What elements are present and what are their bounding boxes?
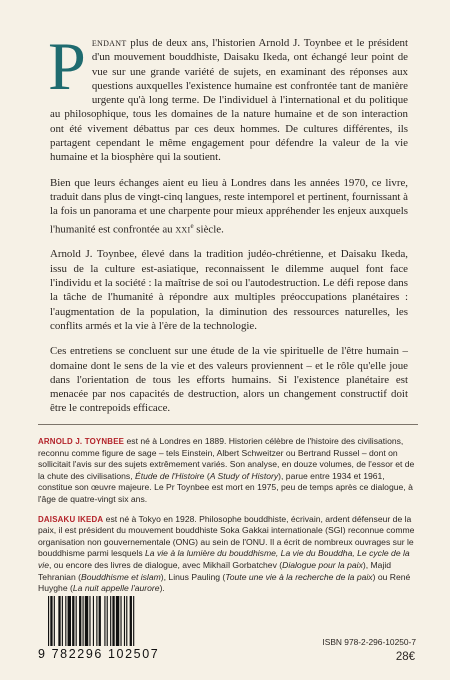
- barcode-bar: [85, 596, 88, 646]
- barcode-bar: [54, 596, 55, 646]
- barcode-bar: [76, 596, 77, 646]
- barcode-bar: [79, 596, 81, 646]
- author-name-toynbee: ARNOLD J. TOYNBEE: [38, 437, 125, 446]
- blurb-paragraph-1: [48, 28, 408, 165]
- bio-ikeda-text-3: ), Majid Tehranian (: [38, 559, 392, 582]
- lead-in-word: endant: [91, 37, 127, 49]
- bio-toynbee-title-2: A Study of History: [209, 470, 279, 481]
- barcode-bar: [65, 596, 66, 646]
- barcode-bar: [99, 596, 101, 646]
- drop-cap: P: [48, 28, 86, 104]
- barcode-bar: [50, 596, 52, 646]
- barcode-bar: [83, 596, 84, 646]
- bio-ikeda: [38, 514, 418, 595]
- bio-ikeda-text-2: , ou encore des livres de dialogue, avec Mikhaïl Gorbatchev (: [49, 559, 283, 570]
- bio-ikeda-title-5: La nuit appelle l'aurore: [72, 583, 160, 594]
- barcode: [38, 594, 178, 664]
- barcode-bars: [48, 596, 168, 646]
- barcode-bar: [126, 596, 127, 646]
- author-name-ikeda: DAISAKU IKEDA: [38, 514, 104, 524]
- paragraph-1-text: plus de deux ans, l'historien Arnold J. Toynbee et le président d'un mouvement bouddhiste, Daisaku Ikeda, ont échangé leur point de vue sur une grande variété de sujets, en examinant des réponses aux questions auxquelles l'existence humaine est confrontée tant de manière urgente qu'à long terme. De l'individuel à l'international et du politique au philosophique, tous les domaines de la nature humaine et de son interaction ont été vivement débattus par ces deux hommes. De cultures différentes, ils partagent cependant le même engagement pour défendre la valeur de la vie humaine et la biosphère qui la soutient.: [50, 37, 408, 164]
- bio-ikeda-title-3: Bouddhisme et islam: [81, 571, 161, 582]
- century-numeral: xxi: [175, 223, 191, 236]
- barcode-bar: [93, 596, 94, 646]
- barcode-bar: [96, 596, 97, 646]
- divider-rule: [38, 424, 418, 425]
- barcode-digits: 9 782296 102507: [38, 647, 160, 661]
- bio-toynbee-title-1: Étude de l'Histoire: [134, 470, 205, 481]
- barcode-bar: [110, 596, 111, 646]
- barcode-bar: [58, 596, 60, 646]
- blurb-paragraph-3: Arnold J. Toynbee, élevé dans la tradition judéo-chrétienne, et Daisaku Ikeda, issu de la culture est-asiatique, reconnaissent le dilemme auquel font face l'individu et la société : la maîtrise de soi ou l'autodestruction. Le défi repose dans la tâche de l'humanité à répondre aux multiples préoccupations planétaires : l'augmentation de la population, la diminution des ressources naturelles, les conflits armés et la vie à l'ère de la technologie.: [50, 248, 408, 332]
- barcode-bar: [112, 596, 114, 646]
- barcode-bar: [133, 596, 134, 646]
- barcode-bar: [89, 596, 90, 646]
- bio-ikeda-text-1: est né à Tokyo en 1928. Philosophe bouddhiste, écrivain, ardent défenseur de la paix, il est président du mouvement bouddhiste Soka Gakkai internationale (SGI) reconnue comme organisation non gouvernementale (ONG) au sein de l'ONU. Il a écrit de nombreux ouvrages sur le bouddhisme parmi lesquels: [38, 513, 415, 559]
- author-bios: [38, 436, 418, 603]
- blurb-paragraph-4: Ces entretiens se concluent sur une étude de la vie spirituelle de l'être humain – domaine dont le sens de la vie et des valeurs proviennent – et le rôle qu'elle joue dans l'orientation de tous les efforts humains. Si l'existence planétaire est menacée par nos capacités de destruction, alors un changement constructif doit être le contrepoids efficace.: [50, 345, 408, 415]
- blurb-paragraph-2: [50, 176, 408, 237]
- bio-toynbee-text-1: est né à Londres en 1889. Historien célèbre de l'histoire des civilisations, reconnu comme figure de sage – tels Einstein, Albert Schweitzer ou Bertrand Russel – dont on sollicitait l'avis sur des sujets extrêmement variés. Son analyse, en douze volumes, de l'essor et de la chute des civilisations,: [38, 436, 415, 481]
- barcode-bar: [62, 596, 63, 646]
- blurb-text: [48, 28, 408, 427]
- barcode-bar: [107, 596, 108, 646]
- barcode-bar: [68, 596, 71, 646]
- bio-ikeda-text-6: ).: [159, 583, 165, 594]
- isbn-label: ISBN 978-2-296-10250-7: [322, 637, 416, 647]
- bio-ikeda-title-1: La vie à la lumière du bouddhisme, La vie du Bouddha, Le cycle de la vie: [38, 548, 410, 570]
- barcode-bar: [130, 596, 132, 646]
- barcode-bar: [116, 596, 119, 646]
- barcode-bar: [48, 596, 49, 646]
- century-superscript: e: [190, 221, 194, 230]
- bio-toynbee-text-3: ), parue entre 1934 et 1961, constitue son œuvre majeure. Le Pr Toynbee est mort en 1975, peu de temps après ce dialogue, à l'âge de quatre-vingt six ans.: [38, 470, 413, 504]
- bio-ikeda-text-4: ), Linus Pauling (: [160, 571, 226, 582]
- paragraph-2-end: siècle.: [193, 223, 224, 236]
- barcode-bar: [120, 596, 121, 646]
- barcode-bar: [104, 596, 105, 646]
- bio-ikeda-text-5: ) ou René Huyghe (: [38, 571, 411, 594]
- barcode-bar: [124, 596, 125, 646]
- price-label: 28€: [395, 651, 415, 663]
- bio-ikeda-title-4: Toute une vie à la recherche de la paix: [225, 571, 373, 582]
- bio-toynbee: [38, 436, 418, 506]
- bio-toynbee-text-2: (: [204, 470, 210, 481]
- barcode-bar: [72, 596, 74, 646]
- bio-ikeda-title-2: Dialogue pour la paix: [282, 559, 363, 570]
- paragraph-2-text: Bien que leurs échanges aient eu lieu à Londres dans les années 1970, ce livre, traduit dans plus de vingt-cinq langues, reste intemporel et pertinent, fournissant à la fois un panorama et une charpente pour mieux appréhender les enjeux auxquels l'humanité est confrontée au: [50, 176, 408, 236]
